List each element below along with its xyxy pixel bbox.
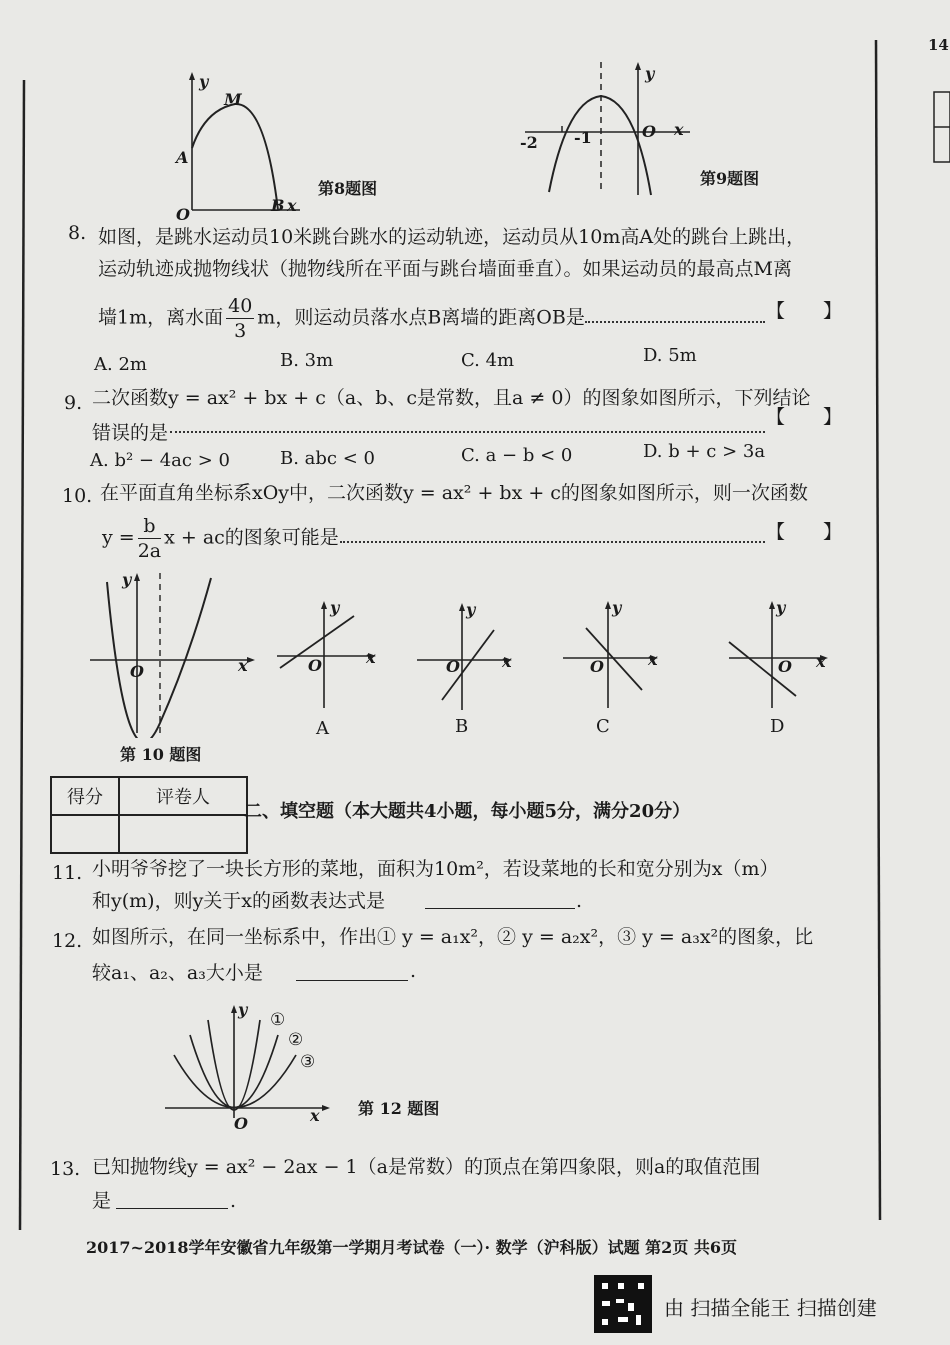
fig9-x-label: x xyxy=(674,120,684,139)
choice-a-x: x xyxy=(366,648,376,667)
q8-line1: 如图，是跳水运动员10米跳台跳水的运动轨迹，运动员从10m高A处的跳台上跳出， xyxy=(98,226,806,248)
q11-line1: 小明爷爷挖了一块长方形的菜地，面积为10m²，若设菜地的长和宽分别为x（m） xyxy=(92,858,779,880)
q12-line1: 如图所示，在同一坐标系中，作出① y = a₁x²，② y = a₂x²，③ y = a₃x²的图象，比 xyxy=(92,926,814,948)
q8-line3-a: 墙1m，离水面 xyxy=(98,306,224,329)
fig10-caption: 第 10 题图 xyxy=(120,745,202,764)
choice-b-label[interactable]: B xyxy=(455,716,469,737)
fig10-o-label: O xyxy=(130,662,144,681)
figure-10-parabola xyxy=(85,568,260,738)
choice-a-label[interactable]: A xyxy=(316,718,329,739)
fig9-y-label: y xyxy=(645,64,655,83)
q9-option-b[interactable]: B. abc < 0 xyxy=(280,448,375,469)
choice-d-label[interactable]: D xyxy=(770,716,785,737)
scanner-watermark: 由 扫描全能王 扫描创建 xyxy=(664,1296,877,1320)
score-header: 得分 xyxy=(51,777,119,815)
q9-option-c[interactable]: C. a − b < 0 xyxy=(461,445,573,466)
choice-a-y: y xyxy=(330,598,340,617)
q9-number: 9. xyxy=(64,392,83,414)
q12-end-period: . xyxy=(410,960,417,982)
q11-answer-blank[interactable] xyxy=(425,890,575,913)
choice-d-y: y xyxy=(776,598,786,617)
q8-option-b[interactable]: B. 3m xyxy=(280,350,334,371)
grader-cell[interactable] xyxy=(119,815,247,853)
choice-c-o: O xyxy=(590,657,604,676)
fig8-a-label: A xyxy=(176,148,189,167)
q8-line3-b: m，则运动员落水点B离墙的距离OB是 xyxy=(257,306,585,329)
fig8-m-label: M xyxy=(224,90,242,109)
q8-line3 xyxy=(98,294,585,343)
q10-line1: 在平面直角坐标系xOy中，二次函数y = ax² + bx + c的图象如图所示，则一次函数 xyxy=(100,482,808,504)
q10-leader-dots xyxy=(340,528,765,547)
score-table xyxy=(50,776,248,854)
q8-number: 8. xyxy=(68,222,87,244)
q13-line2: 是 xyxy=(92,1190,112,1212)
fig12-curve-label-1: ① xyxy=(270,1010,286,1030)
q8-line2: 运动轨迹成抛物线状（抛物线所在平面与跳台墙面垂直）。如果运动员的最高点M离 xyxy=(98,258,792,280)
fig8-x-label: x xyxy=(287,196,297,215)
q10-frac-den: 2a xyxy=(137,540,162,562)
page-footer: 2017~2018学年安徽省九年级第一学期月考试卷（一）· 数学（沪科版）试题 第2页 共6页 xyxy=(86,1238,738,1257)
q11-end-period: . xyxy=(576,890,583,912)
choice-b-x: x xyxy=(502,652,512,671)
q9-line2: 错误的是 xyxy=(92,422,169,444)
q9-option-a[interactable]: A. b² − 4ac > 0 xyxy=(90,450,230,471)
q8-frac-num: 40 xyxy=(228,295,253,317)
grader-header: 评卷人 xyxy=(119,777,247,815)
q8-option-c[interactable]: C. 4m xyxy=(461,350,515,371)
q10-answer-bracket[interactable]: 【 】 xyxy=(766,521,843,543)
choice-b-o: O xyxy=(446,657,460,676)
q9-option-d[interactable]: D. b + c > 3a xyxy=(643,441,766,462)
choice-a-o: O xyxy=(308,656,322,675)
choice-c-y: y xyxy=(612,598,622,617)
figure-9 xyxy=(515,60,700,200)
choice-c-x: x xyxy=(648,650,658,669)
fig12-caption: 第 12 题图 xyxy=(358,1099,440,1118)
q10-y-eq: y = xyxy=(102,526,135,549)
q11-line2: 和y(m)，则y关于x的函数表达式是 xyxy=(92,890,386,912)
fig8-b-label: B xyxy=(271,196,285,215)
q13-number: 13. xyxy=(50,1158,81,1180)
q8-frac-den: 3 xyxy=(234,320,247,342)
q11-number: 11. xyxy=(52,862,83,884)
qr-code-icon xyxy=(594,1275,652,1333)
q10-frac-num: b xyxy=(138,514,161,539)
q8-fraction xyxy=(226,294,254,343)
fig12-o-label: O xyxy=(234,1114,248,1133)
q10-line2-b: x + ac的图象可能是 xyxy=(164,526,339,549)
fig12-x-label: x xyxy=(310,1106,320,1125)
q9-answer-bracket[interactable]: 【 】 xyxy=(766,406,843,428)
q12-answer-blank[interactable] xyxy=(296,962,408,985)
fig10-x-label: x xyxy=(238,656,248,675)
q8-answer-bracket[interactable]: 【 】 xyxy=(766,300,843,322)
fig10-y-label: y xyxy=(122,570,132,589)
choice-d-o: O xyxy=(778,657,792,676)
q10-number: 10. xyxy=(62,485,93,507)
fig12-y-label: y xyxy=(238,1000,248,1019)
fig8-o-label: O xyxy=(176,205,190,224)
fig9-caption: 第9题图 xyxy=(700,169,760,188)
choice-c-label[interactable]: C xyxy=(596,716,610,737)
q9-line1: 二次函数y = ax² + bx + c（a、b、c是常数，且a ≠ 0）的图象如图所示，下列结论 xyxy=(92,387,811,409)
q8-leader-dots xyxy=(585,308,765,327)
q12-line2: 较a₁、a₂、a₃大小是 xyxy=(92,962,263,984)
q13-answer-blank[interactable] xyxy=(116,1190,228,1213)
fig9-tick-m2: -2 xyxy=(520,133,538,152)
choice-d-x: x xyxy=(816,652,826,671)
fig8-y-label: y xyxy=(199,72,209,91)
choice-b-y: y xyxy=(466,600,476,619)
q12-number: 12. xyxy=(52,930,83,952)
q8-option-a[interactable]: A. 2m xyxy=(94,354,147,375)
section-2-title: 二、填空题（本大题共4小题，每小题5分，满分20分） xyxy=(244,801,691,822)
q13-line1: 已知抛物线y = ax² − 2ax − 1（a是常数）的顶点在第四象限，则a的取值范围 xyxy=(92,1156,761,1178)
q8-option-d[interactable]: D. 5m xyxy=(643,345,697,366)
fig9-o-label: O xyxy=(642,122,656,141)
score-cell[interactable] xyxy=(51,815,119,853)
fig12-curve-label-2: ② xyxy=(288,1030,304,1050)
fig8-caption: 第8题图 xyxy=(318,179,378,198)
q10-line2 xyxy=(102,514,339,563)
q9-leader-dots xyxy=(170,418,765,437)
q10-fraction xyxy=(138,514,161,563)
corner-page-number: 14 xyxy=(928,36,949,54)
fig9-tick-m1: -1 xyxy=(574,128,592,147)
q13-end-period: . xyxy=(230,1190,237,1212)
fig12-curve-label-3: ③ xyxy=(300,1052,316,1072)
